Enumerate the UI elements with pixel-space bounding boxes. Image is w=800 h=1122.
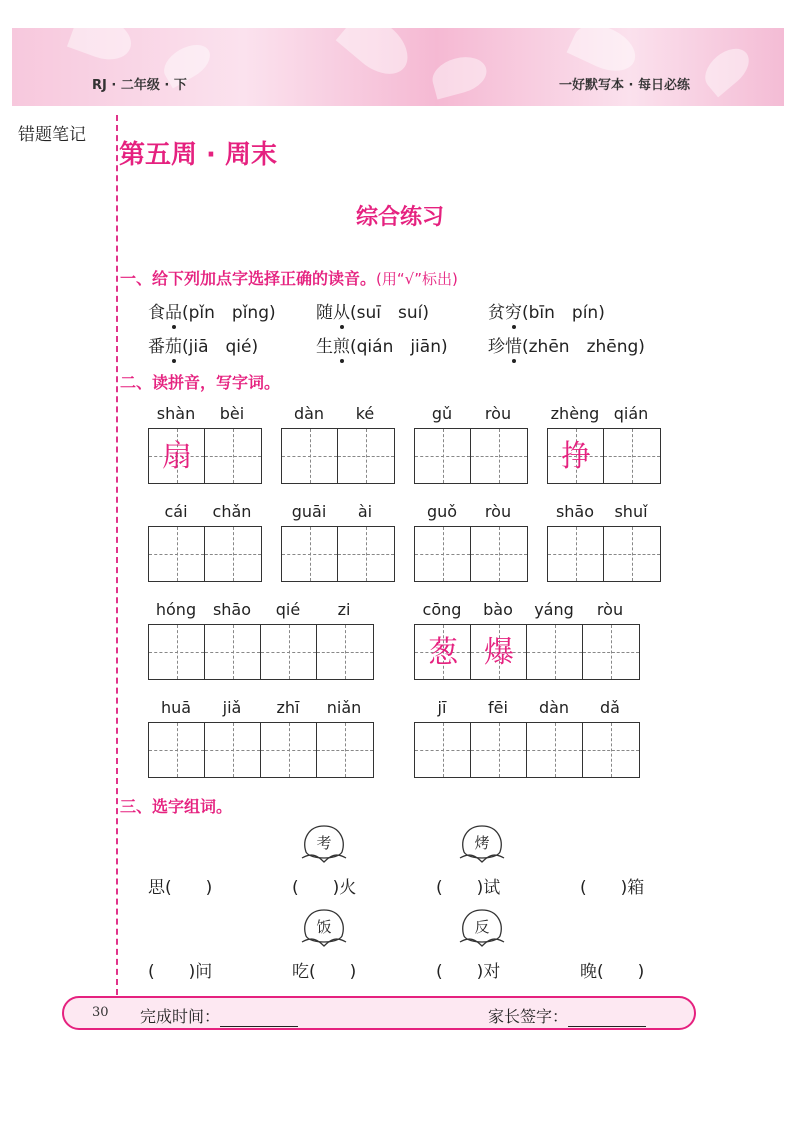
pinyin-writing-group [414,698,640,780]
header-series: 一好默写本 · 每日必练 [559,78,690,93]
blank-item[interactable]: ( )问 [148,962,213,982]
pinyin-syllable: ròu [484,502,512,521]
pinyin-row [414,502,528,522]
pronunciation-row-1 [148,298,688,324]
pinyin-writing-group [281,502,395,584]
written-character [527,723,583,779]
pinyin-syllable: jī [437,698,447,717]
writing-cell[interactable] [604,527,660,581]
pinyin-syllable: zhèng [550,404,600,423]
pinyin-row [414,600,640,620]
pinyin-syllable: shāo [212,600,252,619]
pron-item: 食品(pǐn pǐng) [148,303,276,323]
written-character [317,723,373,779]
pinyin-syllable: ròu [596,600,624,619]
pinyin-syllable: guǒ [426,502,458,521]
written-character [604,429,660,485]
written-character [149,527,205,583]
pinyin-row [148,404,262,424]
writing-cell[interactable] [527,723,583,777]
written-character: 扇 [162,439,192,474]
word-choice-row-1 [148,873,688,899]
written-character [205,527,261,583]
pinyin-syllable: qié [275,600,301,619]
blank-item[interactable]: 晚( ) [580,962,645,982]
pinyin-syllable: ài [357,502,373,521]
writing-cell[interactable] [471,527,527,581]
tianzige-grid [148,722,374,778]
written-character [261,723,317,779]
pronunciation-row-2 [148,332,688,358]
pron-item: 生煎(qián jiān) [316,337,448,357]
pinyin-syllable: bèi [219,404,245,423]
pron-item: 番茄(jiā qié) [148,337,259,357]
pinyin-writing-group [414,600,640,682]
writing-cell[interactable] [415,625,471,679]
written-character [149,723,205,779]
pinyin-writing-group [547,502,661,584]
writing-cell[interactable] [149,625,205,679]
pinyin-row [414,404,528,424]
pron-item: 珍惜(zhēn zhēng) [488,337,645,357]
written-character [471,723,527,779]
pinyin-syllable: qián [613,404,649,423]
writing-cell[interactable] [583,625,639,679]
pinyin-row [148,698,374,718]
writing-cell[interactable] [338,429,394,483]
writing-cell[interactable] [261,723,317,777]
section-2-heading: 二、读拼音，写字词。 [120,373,281,392]
section-3-heading: 三、选字组词。 [120,797,233,816]
header-grade: RJ · 二年级 · 下 [92,78,187,93]
writing-cell[interactable] [471,723,527,777]
pinyin-syllable: zi [337,600,351,619]
blank-item[interactable]: ( )试 [436,878,501,898]
pinyin-syllable: jiǎ [222,698,242,717]
writing-cell[interactable] [149,527,205,581]
written-character [471,429,527,485]
blank-item[interactable]: ( )火 [292,878,357,898]
written-character [415,429,471,485]
written-character [149,625,205,681]
pinyin-writing-group [148,600,374,682]
pinyin-writing-group [547,404,661,486]
blank-item[interactable]: ( )对 [436,962,501,982]
pron-item: 随从(suī suí) [316,303,429,323]
pinyin-syllable: cōng [422,600,462,619]
written-character [415,527,471,583]
writing-cell[interactable] [527,625,583,679]
peach-char-card: 考 [298,822,350,864]
written-character [583,723,639,779]
pinyin-row [281,502,395,522]
writing-cell[interactable] [205,723,261,777]
pinyin-syllable: shàn [156,404,196,423]
writing-cell[interactable] [548,527,604,581]
pinyin-writing-group [148,502,262,584]
pinyin-row [547,404,661,424]
writing-cell[interactable] [548,429,604,483]
page-number: 30 [92,1005,109,1020]
tianzige-grid [547,428,661,484]
pinyin-syllable: chǎn [212,502,252,521]
written-character [205,625,261,681]
header-banner [12,28,784,106]
written-character: 葱 [428,635,458,670]
pinyin-syllable: hóng [155,600,197,619]
blank-item[interactable]: 吃( ) [292,962,357,982]
parent-signature: 家长签字： [488,1004,646,1027]
writing-cell[interactable] [604,429,660,483]
writing-cell[interactable] [282,429,338,483]
pron-item: 贫穷(bīn pín) [488,303,605,323]
writing-cell[interactable] [317,723,373,777]
pinyin-syllable: dǎ [600,698,620,717]
written-character [338,429,394,485]
pinyin-writing-group [414,502,528,584]
peach-char-card: 饭 [298,906,350,948]
pinyin-syllable: fēi [488,698,508,717]
tianzige-grid [414,722,640,778]
writing-cell[interactable] [338,527,394,581]
written-character [205,723,261,779]
signature-blank[interactable] [568,1012,646,1027]
peach-char-card: 烤 [456,822,508,864]
footer-bar [62,996,696,1030]
pinyin-syllable: gǔ [431,404,453,423]
written-character [261,625,317,681]
writing-cell[interactable] [149,723,205,777]
pinyin-syllable: niǎn [326,698,362,717]
writing-cell[interactable] [471,429,527,483]
writing-cell[interactable] [583,723,639,777]
writing-cell[interactable] [205,527,261,581]
tianzige-grid [148,526,262,582]
writing-cell[interactable] [415,723,471,777]
tianzige-grid [281,526,395,582]
written-character [415,723,471,779]
written-character [548,527,604,583]
section-1-heading: 一、给下列加点字选择正确的读音。(用“√”标出) [120,269,458,288]
main-title: 综合练习 [355,205,444,230]
pinyin-row [148,502,262,522]
completion-time: 完成时间： [140,1004,298,1027]
written-character [205,429,261,485]
pinyin-row [281,404,395,424]
writing-cell[interactable] [471,625,527,679]
pinyin-syllable: cái [164,502,188,521]
peach-char-card: 反 [456,906,508,948]
pinyin-syllable: shuǐ [614,502,648,521]
pinyin-syllable: huā [160,698,192,717]
written-character [282,527,338,583]
side-notes-label: 错题笔记 [18,125,86,145]
writing-cell[interactable] [205,429,261,483]
pinyin-row [148,600,374,620]
pinyin-writing-group [148,404,262,486]
blank-item[interactable]: ( )箱 [580,878,645,898]
writing-cell[interactable] [149,429,205,483]
tianzige-grid [414,526,528,582]
tianzige-grid [148,428,262,484]
pinyin-syllable: guāi [291,502,327,521]
written-character [527,625,583,681]
written-character [604,527,660,583]
pinyin-syllable: shāo [555,502,595,521]
written-character: 挣 [561,439,591,474]
word-choice-row-2 [148,957,688,983]
writing-cell[interactable] [317,625,373,679]
pinyin-writing-group [148,698,374,780]
pinyin-syllable: dàn [293,404,325,423]
tianzige-grid [281,428,395,484]
pinyin-syllable: yáng [534,600,574,619]
margin-divider [116,115,118,995]
writing-cell[interactable] [415,429,471,483]
written-character [338,527,394,583]
pinyin-row [414,698,640,718]
tianzige-grid [414,624,640,680]
pinyin-syllable: dàn [538,698,570,717]
writing-cell[interactable] [415,527,471,581]
pinyin-writing-group [414,404,528,486]
written-character [471,527,527,583]
tianzige-grid [414,428,528,484]
pinyin-syllable: ké [355,404,375,423]
written-character [282,429,338,485]
pinyin-syllable: ròu [484,404,512,423]
pinyin-syllable: zhī [276,698,300,717]
written-character [317,625,373,681]
writing-cell[interactable] [205,625,261,679]
writing-cell[interactable] [261,625,317,679]
pinyin-syllable: bào [483,600,513,619]
pinyin-row [547,502,661,522]
written-character: 爆 [484,635,514,670]
written-character [583,625,639,681]
writing-cell[interactable] [282,527,338,581]
tianzige-grid [148,624,374,680]
week-title: 第五周 · 周末 [119,140,277,170]
blank-item[interactable]: 思( ) [148,878,213,898]
pinyin-writing-group [281,404,395,486]
completion-time-blank[interactable] [220,1012,298,1027]
tianzige-grid [547,526,661,582]
